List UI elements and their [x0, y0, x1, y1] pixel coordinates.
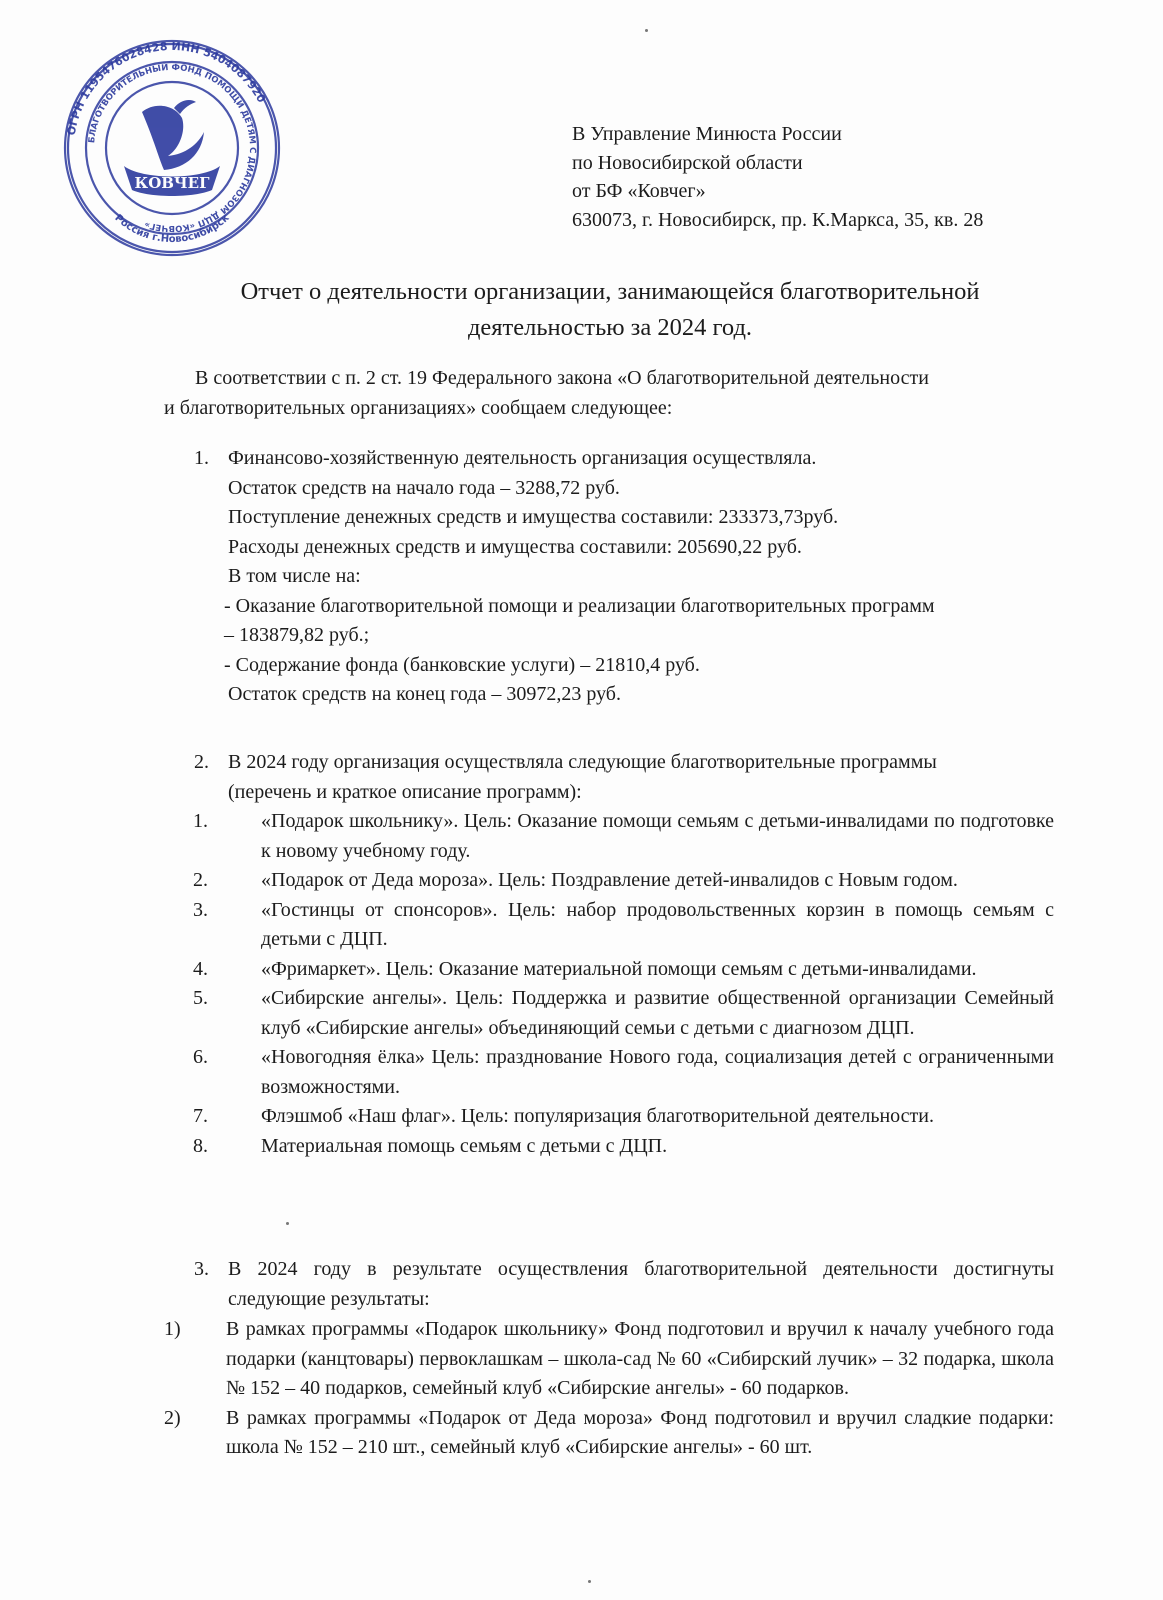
finance-line: Остаток средств на начало года – 3288,72 руб. — [228, 476, 620, 499]
addressee-line: от БФ «Ковчег» — [572, 180, 706, 202]
finance-line: Расходы денежных средств и имущества составили: 205690,22 руб. — [228, 535, 802, 558]
organization-stamp — [62, 38, 282, 258]
ark-logo-icon — [124, 166, 220, 196]
finance-line: Финансово-хозяйственную деятельность организация осуществляла. — [228, 447, 817, 469]
report-title-line: Отчет о деятельности организации, занимающейся благотворительной — [240, 278, 980, 305]
list-item-text: «Фримаркет». Цель: Оказание материальной помощи семьям с детьми-инвалидами. — [261, 957, 977, 980]
results-list — [164, 1315, 1054, 1463]
finance-line: Поступление денежных средств и имущества составили: 233373,73руб. — [228, 506, 839, 528]
finance-line: В том числе на: — [228, 565, 361, 587]
list-item-number: 1) — [164, 1318, 181, 1340]
list-item-text: В рамках программы «Подарок от Деда мороза» Фонд подготовил и вручил сладкие подарки: школа № 152 – 210 шт., семейный клуб «Сибирские ангелы» - 60 шт. — [226, 1406, 1054, 1458]
intro-paragraph — [164, 364, 1053, 423]
finance-line: Остаток средств на конец года – 30972,23 руб. — [228, 683, 621, 705]
list-item-number: 1. — [193, 810, 208, 832]
programs-intro-line: (перечень и краткое описание программ): — [228, 780, 582, 803]
stamp-logo-word: КОВЧЕГ — [134, 174, 210, 192]
report-title-line: деятельностью за 2024 год. — [467, 314, 753, 341]
list-item — [164, 1404, 1054, 1463]
section-programs — [194, 748, 1054, 1161]
scan-speck — [588, 1580, 591, 1583]
stamp-middle-text: БЛАГОТВОРИТЕЛЬНЫЙ ФОНД ПОМОЩИ ДЕТЯМ С ДИАГНОЗОМ ДЦП «КОВЧЕГ» — [87, 62, 258, 234]
list-item-number: 6. — [193, 1046, 208, 1068]
section-results — [194, 1255, 1054, 1314]
list-item — [164, 1315, 1054, 1404]
list-item — [193, 866, 1054, 896]
list-item-text: «Подарок школьнику». Цель: Оказание помощи семьям с детьми-инвалидами по подготовке к новому учебному году. — [261, 810, 1054, 862]
finance-line: - Оказание благотворительной помощи и реализации благотворительных программ — [224, 594, 935, 617]
scan-speck — [286, 1222, 289, 1225]
list-item-number: 2) — [164, 1406, 181, 1429]
list-item — [193, 1102, 1054, 1132]
finance-line: – 183879,82 руб.; — [224, 624, 370, 646]
intro-line: В соответствии с п. 2 ст. 19 Федерального закона «О благотворительной деятельности — [195, 367, 929, 389]
results-intro: В 2024 году в результате осуществления благотворительной деятельности достигнуты следующие результаты: — [228, 1258, 1054, 1310]
list-item-number: 3. — [193, 898, 208, 921]
list-item — [193, 984, 1054, 1043]
list-item-number: 5. — [193, 987, 208, 1009]
list-item-number: 8. — [193, 1134, 208, 1157]
list-item — [193, 1132, 1054, 1162]
list-item-text: «Подарок от Деда мороза». Цель: Поздравление детей-инвалидов с Новым годом. — [261, 869, 958, 891]
report-title — [140, 274, 1080, 346]
programs-intro-line: В 2024 году организация осуществляла следующие благотворительные программы — [228, 751, 937, 773]
list-item-number: 7. — [193, 1105, 208, 1127]
list-item — [193, 955, 1054, 985]
list-item-text: Флэшмоб «Наш флаг». Цель: популяризация благотворительной деятельности. — [261, 1105, 934, 1127]
list-item-text: Материальная помощь семьям с детьми с ДЦП. — [261, 1134, 668, 1157]
addressee-line: В Управление Минюста России — [572, 123, 842, 145]
list-item-text: «Сибирские ангелы». Цель: Поддержка и развитие общественной организации Семейный клуб «Сибирские ангелы» объединяющий семьи с детьми с диагнозом ДЦП. — [261, 987, 1054, 1039]
stamp-bottom-text: Россия г.Новосибирск — [112, 212, 232, 246]
section-number: 3. — [194, 1258, 209, 1280]
addressee-block — [572, 120, 983, 234]
addressee-line: по Новосибирской области — [572, 151, 803, 174]
stamp-outer-text: ОГРН 1195476028428 ИНН 5404087920 — [64, 39, 269, 137]
finance-line: - Содержание фонда (банковские услуги) – 21810,4 руб. — [224, 653, 700, 676]
list-item-number: 4. — [193, 957, 208, 980]
list-item-text: В рамках программы «Подарок школьнику» Фонд подготовил и вручил к началу учебного года подарки (канцтовары) первоклашкам – школа-сад № 60 «Сибирский лучик» – 32 подарка, школа № 152 – 40 подарков, семейный клуб «Сибирские ангелы» - 60 подарков. — [226, 1318, 1054, 1399]
list-item — [193, 1043, 1054, 1102]
section-number: 2. — [194, 751, 209, 773]
intro-line: и благотворительных организациях» сообщаем следующее: — [164, 396, 673, 419]
section-number: 1. — [194, 447, 209, 469]
list-item-text: «Гостинцы от спонсоров». Цель: набор продовольственных корзин в помощь семьям с детьми с ДЦП. — [261, 898, 1054, 950]
list-item — [193, 807, 1054, 866]
section-finance — [194, 444, 1054, 710]
list-item-text: «Новогодняя ёлка» Цель: празднование Нового года, социализация детей с ограниченными возможностями. — [261, 1046, 1054, 1098]
dolphin-icon — [142, 100, 204, 170]
list-item — [193, 896, 1054, 955]
addressee-address: 630073, г. Новосибирск, пр. К.Маркса, 35, кв. 28 — [572, 208, 984, 231]
scan-speck — [645, 29, 648, 32]
list-item-number: 2. — [193, 869, 208, 891]
